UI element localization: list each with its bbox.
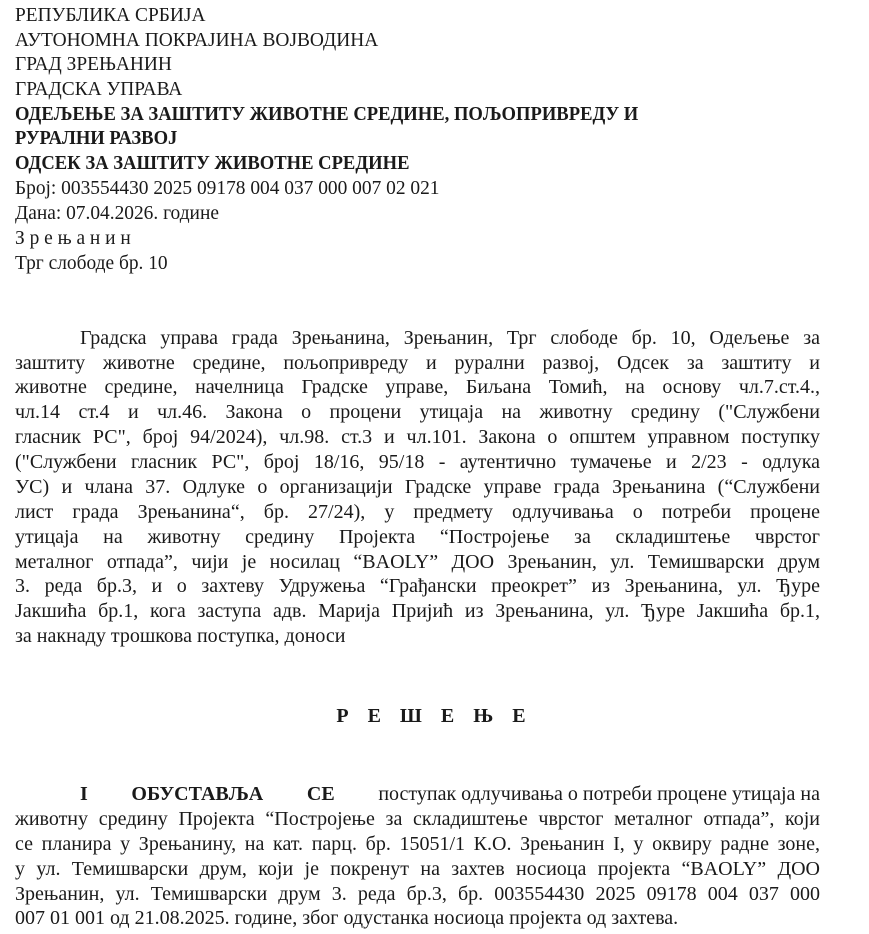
- preamble-line: Градска управа града Зрењанина, Зрењанин, Трг слободе бр. 10, Одељење за: [80, 327, 820, 349]
- decision-title: Р Е Ш Е Њ Е: [336, 705, 533, 727]
- preamble-line: утицаја на животну средину Пројекта “Постројење за складиштење чврстог: [15, 526, 820, 548]
- header-administration: ГРАДСКА УПРАВА: [15, 78, 183, 100]
- preamble-line: заштиту животне средине, пољопривреду и рурални развој, Одсек за заштиту и: [15, 352, 820, 374]
- decision-line: 007 01 001 од 21.08.2025. године, због одустанка носиоца пројекта од захтева.: [15, 907, 679, 929]
- preamble-line: Јакшића бр.1, кога заступа адв. Марија Пријић из Зрењанина, ул. Ђуре Јакшића бр.1,: [15, 600, 820, 622]
- header-department-line2: РУРАЛНИ РАЗВОЈ: [15, 127, 178, 149]
- document-address: Трг слободе бр. 10: [15, 252, 168, 274]
- header-country: РЕПУБЛИКА СРБИЈА: [15, 4, 206, 26]
- preamble-line: металног отпада”, чији је носилац “BAOLY” ДОО Зрењанин, ул. Темишварски друм: [15, 551, 820, 573]
- preamble-line: лист града Зрењанина“, бр. 27/24), у предмету одлучивања о потреби процене: [15, 501, 820, 523]
- document-place: З р е њ а н и н: [15, 227, 131, 249]
- header-section: ОДСЕК ЗА ЗАШТИТУ ЖИВОТНЕ СРЕДИНЕ: [15, 152, 410, 174]
- header-department-line1: ОДЕЉЕЊЕ ЗА ЗАШТИТУ ЖИВОТНЕ СРЕДИНЕ, ПОЉОПРИВРЕДУ И: [15, 103, 639, 125]
- preamble-line: гласник РС", број 94/2024), чл.98. ст.3 и чл.101. Закона о општем управном поступку: [15, 426, 820, 448]
- decision-line-first: [80, 782, 820, 806]
- decision-item-heading: I ОБУСТАВЉА СЕ: [80, 783, 335, 805]
- decision-line: Зрењанин, ул. Темишварски друм 3. реда бр.3, бр. 003554430 2025 09178 004 037 000: [15, 883, 820, 905]
- decision-first-line-text: поступак одлучивања о потреби процене утицаја на: [378, 783, 820, 805]
- decision-line: се планира у Зрењанину, на кат. парц. бр. 15051/1 К.О. Зрењанин I, у оквиру радне зоне,: [15, 833, 820, 855]
- preamble-line: УС) и члана 37. Одлуке о организацији Градске управе града Зрењанина (“Службени: [15, 476, 820, 498]
- preamble-line: ("Службени гласник РС", број 18/16, 95/18 - аутентично тумачење и 2/23 - одлука: [15, 451, 820, 473]
- decision-line: у ул. Темишварски друм, који је покренут на захтев носиоца пројекта “BAOLY” ДОО: [15, 858, 820, 880]
- preamble-line: за накнаду трошкова поступка, доноси: [15, 625, 346, 647]
- decision-line: животну средину Пројекта “Постројење за складиштење чврстог металног отпада”, који: [15, 808, 820, 830]
- preamble-line: животне средине, начелница Градске управе, Биљана Томић, на основу чл.7.ст.4.,: [15, 376, 820, 398]
- document-number: Број: 003554430 2025 09178 004 037 000 007 02 021: [15, 177, 440, 199]
- header-city: ГРАД ЗРЕЊАНИН: [15, 53, 172, 75]
- document-date: Дана: 07.04.2026. године: [15, 202, 219, 224]
- preamble-line: чл.14 ст.4 и чл.46. Закона о процени утицаја на животну средину ("Службени: [15, 401, 820, 423]
- header-province: АУТОНОМНА ПОКРАЈИНА ВОЈВОДИНА: [15, 29, 379, 51]
- preamble-line: 3. реда бр.3, и о захтеву Удружења “Грађански преокрет” из Зрењанина, ул. Ђуре: [15, 575, 820, 597]
